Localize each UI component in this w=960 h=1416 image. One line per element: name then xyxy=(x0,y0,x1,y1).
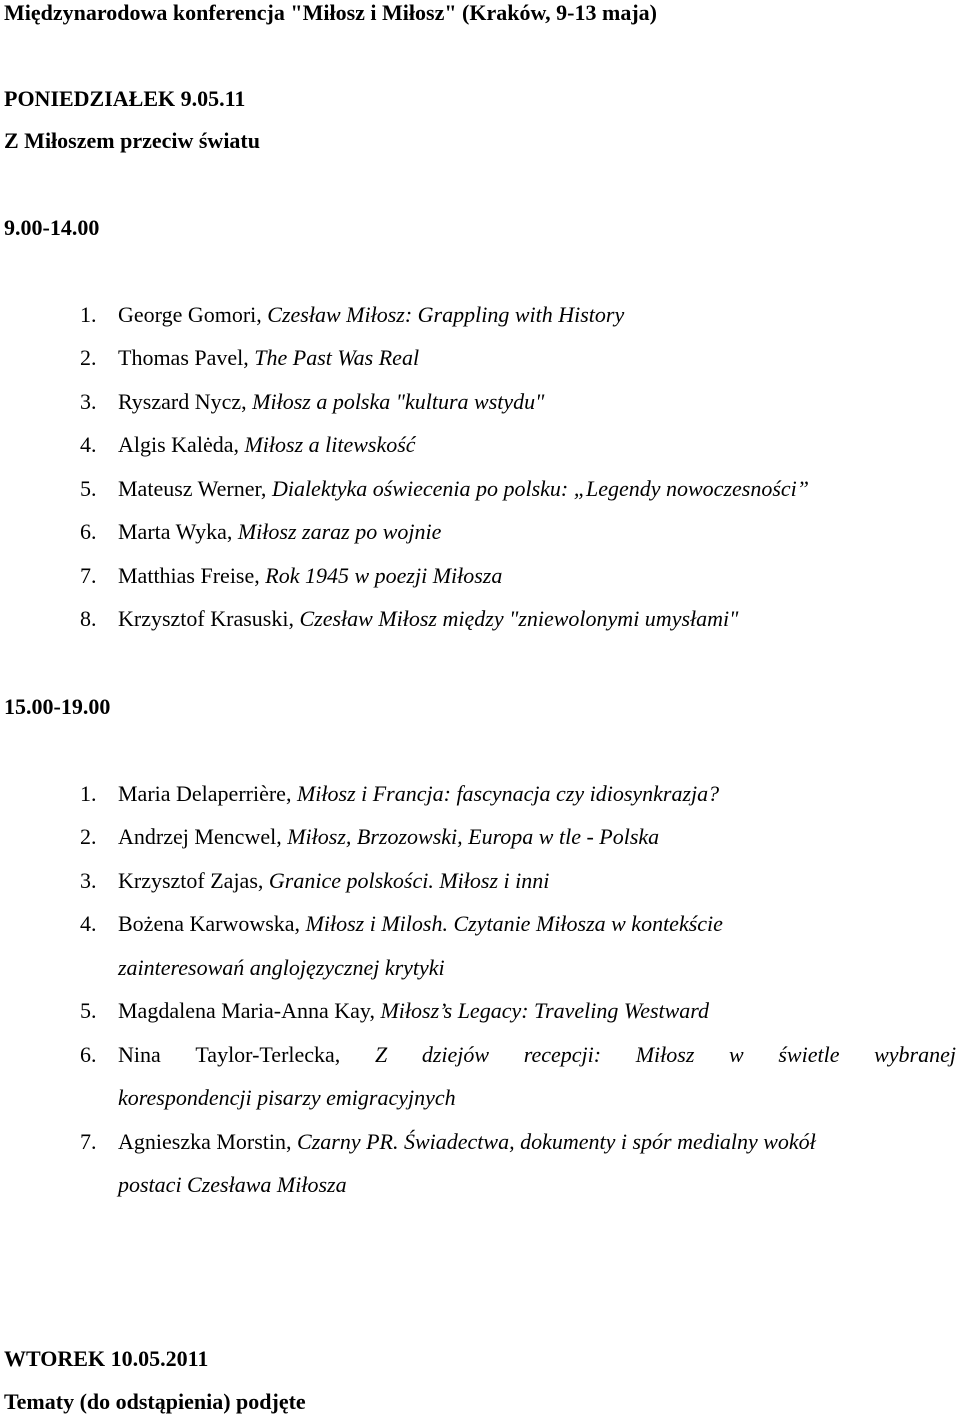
item-title: The Past Was Real xyxy=(254,345,420,370)
item-author: Mateusz Werner, xyxy=(118,476,272,501)
item-author: Matthias Freise, xyxy=(118,563,266,588)
item-number: 2. xyxy=(80,345,97,370)
list-item xyxy=(80,476,809,502)
item-number: 4. xyxy=(80,432,97,457)
item-title: Czarny PR. Świadectwa, dokumenty i spór medialny wokół xyxy=(297,1129,816,1154)
day1-theme: Z Miłoszem przeciw światu xyxy=(4,128,260,153)
day2-theme: Tematy (do odstąpienia) podjęte xyxy=(4,1389,306,1414)
item-word: wybranej xyxy=(874,1042,956,1067)
item-author: Thomas Pavel, xyxy=(118,345,255,370)
item-title: Miłosz, Brzozowski, Europa w tle - Polska xyxy=(287,824,660,849)
list-item xyxy=(80,345,419,371)
list-item xyxy=(80,868,549,894)
item-number: 4. xyxy=(80,911,97,936)
list-item xyxy=(80,606,738,632)
list-item xyxy=(80,302,624,328)
item-number: 1. xyxy=(80,781,97,806)
item-title-cont: zainteresowań anglojęzycznej krytyki xyxy=(118,955,445,980)
item-title: Granice polskości. Miłosz i inni xyxy=(268,868,550,893)
item-title: Miłosz a polska "kultura wstydu" xyxy=(252,389,545,414)
item-title-cont: korespondencji pisarzy emigracyjnych xyxy=(118,1085,456,1110)
list-item xyxy=(80,781,719,807)
item-author: Marta Wyka, xyxy=(118,519,238,544)
item-word: w xyxy=(729,1042,744,1067)
item-number: 3. xyxy=(80,868,97,893)
item-author: Bożena Karwowska, xyxy=(118,911,306,936)
item-author: Krzysztof Krasuski, xyxy=(118,606,300,631)
item-author: Krzysztof Zajas, xyxy=(118,868,269,893)
item-word: recepcji: xyxy=(523,1042,602,1067)
item-title-continuation xyxy=(118,1085,456,1111)
item-author: Magdalena Maria-Anna Kay, xyxy=(118,998,381,1023)
item-number: 7. xyxy=(80,563,97,588)
list-item xyxy=(80,998,709,1024)
item-word: świetle xyxy=(778,1042,840,1067)
list-item xyxy=(80,432,416,458)
item-word: Taylor-Terlecka, xyxy=(195,1042,341,1067)
list-item xyxy=(80,389,544,415)
item-number: 6. xyxy=(80,519,97,544)
item-title: Miłosz a litewskość xyxy=(244,432,416,457)
item-number: 6. xyxy=(80,1042,97,1067)
item-number: 8. xyxy=(80,606,97,631)
day2-heading: WTOREK 10.05.2011 xyxy=(4,1346,209,1371)
list-item xyxy=(80,911,723,937)
item-title: Miłosz zaraz po wojnie xyxy=(237,519,442,544)
item-number: 2. xyxy=(80,824,97,849)
item-number: 3. xyxy=(80,389,97,414)
item-author: Andrzej Mencwel, xyxy=(118,824,288,849)
item-number: 7. xyxy=(80,1129,97,1154)
item-title: Miłosz’s Legacy: Traveling Westward xyxy=(380,998,710,1023)
item-word: Miłosz xyxy=(635,1042,695,1067)
item-author: Ryszard Nycz, xyxy=(118,389,253,414)
item-title: Rok 1945 w poezji Miłosza xyxy=(265,563,503,588)
item-author: George Gomori, xyxy=(118,302,268,327)
list-item xyxy=(80,824,659,850)
list-item xyxy=(80,1129,816,1155)
item-word: Z xyxy=(374,1042,388,1067)
item-number: 1. xyxy=(80,302,97,327)
item-title: Miłosz i Francja: fascynacja czy idiosynkrazja? xyxy=(296,781,720,806)
list-item xyxy=(80,519,441,545)
item-author: Algis Kalėda, xyxy=(118,432,245,457)
document-title: Międzynarodowa konferencja "Miłosz i Miłosz" (Kraków, 9-13 maja) xyxy=(4,0,657,25)
item-word: Nina xyxy=(118,1042,161,1067)
session1-time: 9.00-14.00 xyxy=(4,215,100,240)
item-title-continuation xyxy=(118,955,445,981)
list-item-justified xyxy=(80,1042,956,1068)
item-title-cont: postaci Czesława Miłosza xyxy=(118,1172,347,1197)
session2-time: 15.00-19.00 xyxy=(4,694,111,719)
item-title: Czesław Miłosz między "zniewolonymi umysłami" xyxy=(299,606,739,631)
day1-heading: PONIEDZIAŁEK 9.05.11 xyxy=(4,86,246,111)
item-title-continuation xyxy=(118,1172,347,1198)
item-title: Czesław Miłosz: Grappling with History xyxy=(267,302,625,327)
item-author: Agnieszka Morstin, xyxy=(118,1129,298,1154)
item-title: Dialektyka oświecenia po polsku: „Legendy nowoczesności” xyxy=(271,476,810,501)
list-item xyxy=(80,563,502,589)
item-word: dziejów xyxy=(421,1042,490,1067)
item-number: 5. xyxy=(80,476,97,501)
item-number: 5. xyxy=(80,998,97,1023)
item-author: Maria Delaperrière, xyxy=(118,781,297,806)
item-title: Miłosz i Milosh. Czytanie Miłosza w kontekście xyxy=(305,911,723,936)
